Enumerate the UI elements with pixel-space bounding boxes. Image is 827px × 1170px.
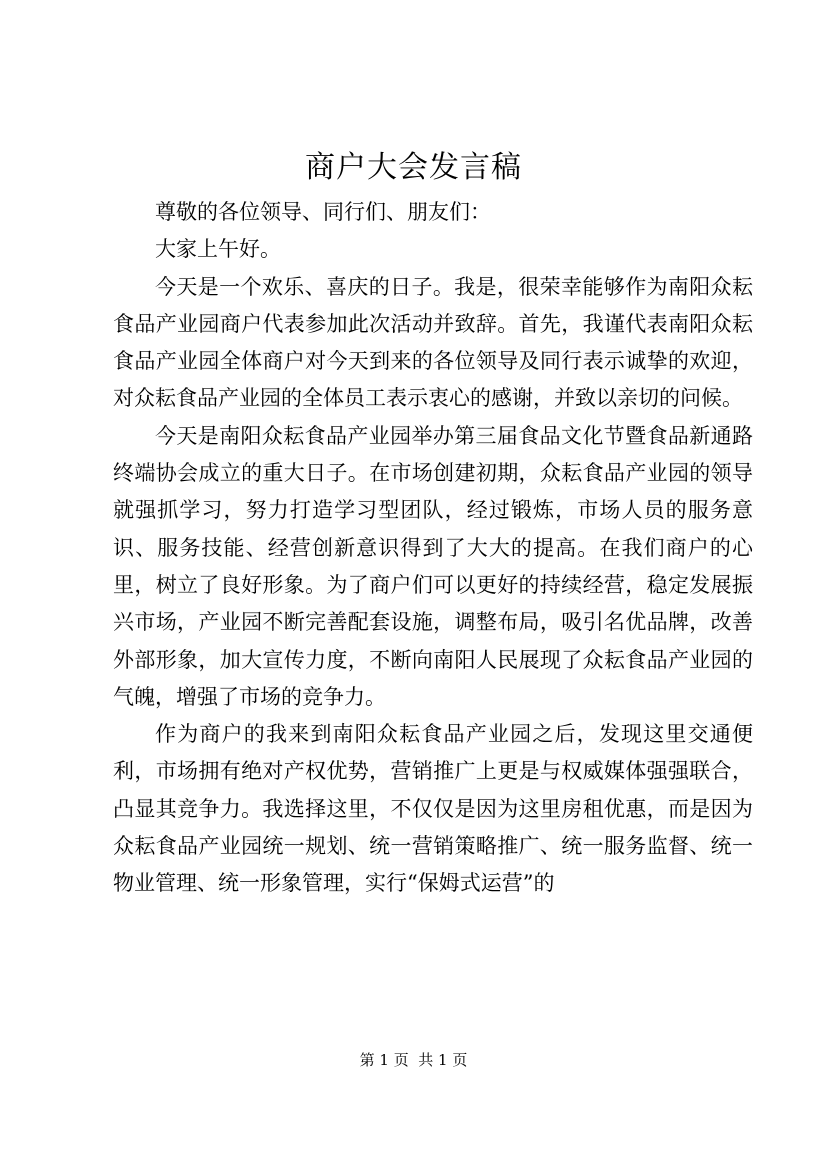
page-number: 第 1 页 共 1 页	[359, 1051, 468, 1069]
document-body	[113, 194, 753, 903]
paragraph-festival: 今天是南阳众耘食品产业园举办第三届食品文化节暨食品新通路终端协会成立的重大日子。在市场创建初期，众耘食品产业园的领导就强抓学习，努力打造学习型团队，经过锻炼，市场人员的服务意识、服务技能、经营创新意识得到了大大的提高。在我们商户的心里，树立了良好形象。为了商户们可以更好的持续经营，稳定发展振兴市场，产业园不断完善配套设施，调整布局，吸引名优品牌，改善外部形象，加大宣传力度，不断向南阳人民展现了众耘食品产业园的气魄，增强了市场的竞争力。	[113, 423, 753, 709]
paragraph-greeting: 大家上午好。	[155, 237, 281, 262]
paragraph-welcome: 今天是一个欢乐、喜庆的日子。我是，很荣幸能够作为南阳众耘食品产业园商户代表参加此次活动并致辞。首先，我谨代表南阳众耘食品产业园全体商户对今天到来的各位领导及同行表示诚挚的欢迎，对众耘食品产业园的全体员工表示衷心的感谢，并致以亲切的问候。	[113, 274, 753, 411]
document-title: 商户大会发言稿	[305, 150, 522, 185]
paragraph-merchant-experience: 作为商户的我来到南阳众耘食品产业园之后，发现这里交通便利，市场拥有绝对产权优势，营销推广上更是与权威媒体强强联合，凸显其竞争力。我选择这里，不仅仅是因为这里房租优惠，而是因为众耘食品产业园统一规划、统一营销策略推广、统一服务监督、统一物业管理、统一形象管理，实行“保姆式运营”的	[113, 722, 753, 896]
page-footer	[0, 1050, 827, 1070]
paragraph-salutation: 尊敬的各位领导、同行们、朋友们：	[155, 200, 491, 224]
